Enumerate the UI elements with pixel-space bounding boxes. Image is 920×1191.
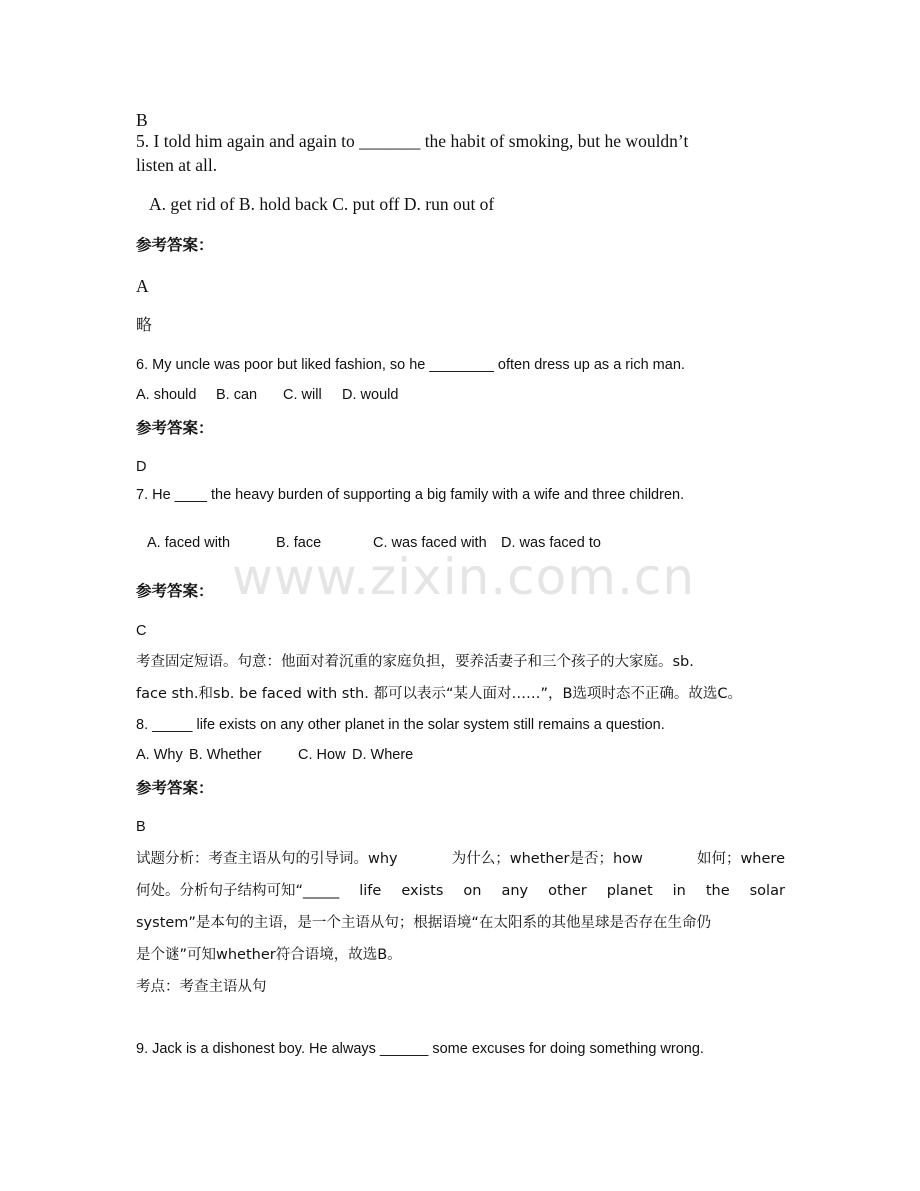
q8-exp2-word: planet: [606, 883, 653, 899]
q8-exp2-word: 何处。分析句子结构可知“_____: [136, 883, 340, 899]
q7-explanation-line2: face sth.和sb. be faced with sth. 都可以表示“某人面对……”，B选项时态不正确。故选C。: [136, 686, 743, 702]
q6-option-b: B. can: [216, 387, 258, 403]
q7-explanation-line1: 考查固定短语。句意：他面对着沉重的家庭负担，要养活妻子和三个孩子的大家庭。sb.: [136, 654, 694, 670]
q8-exp1-word: 为什么；whether是否；how: [451, 851, 643, 867]
q5-answer: A: [136, 276, 149, 296]
q7-stem: 7. He ____ the heavy burden of supporting a big family with a wife and three children.: [136, 487, 685, 503]
watermark: www.zixin.com.cn: [232, 548, 696, 606]
q8-exp2-word: life: [359, 883, 382, 899]
q5-explanation: 略: [136, 315, 153, 334]
q8-explanation-line1: [136, 849, 785, 869]
q8-exp2-word: exists: [401, 883, 444, 899]
q4-answer-tail: B: [136, 110, 148, 130]
q7-option-c: C. was faced with: [373, 535, 487, 551]
q8-exp1-word: 试题分析：考查主语从句的引导词。why: [136, 851, 398, 867]
q8-exp2-word: on: [463, 883, 482, 899]
q6-answer: D: [136, 459, 147, 475]
q8-option-c: C. How: [298, 747, 346, 763]
q8-stem: 8. _____ life exists on any other planet in the solar system still remains a question.: [136, 717, 665, 733]
q8-option-a: A. Why: [136, 747, 183, 763]
q6-options: [136, 385, 398, 405]
q8-exp2-word: the: [705, 883, 730, 899]
q8-explanation-line2: [136, 881, 785, 901]
q8-answer-label: 参考答案：: [136, 779, 214, 797]
q5-options: A. get rid of B. hold back C. put off D. run out of: [149, 194, 495, 214]
q8-exp2-word: other: [548, 883, 587, 899]
q8-options: [136, 745, 413, 765]
q6-answer-label: 参考答案：: [136, 419, 214, 437]
q5-stem-line2: listen at all.: [136, 155, 218, 175]
q7-answer-label: 参考答案：: [136, 582, 214, 600]
q7-answer: C: [136, 623, 147, 639]
q5-stem-line1: 5. I told him again and again to _______ the habit of smoking, but he wouldn’t: [136, 131, 689, 151]
q6-option-a: A. should: [136, 387, 197, 403]
q8-option-b: B. Whether: [189, 747, 262, 763]
q7-option-d: D. was faced to: [501, 535, 601, 551]
q8-answer: B: [136, 819, 146, 835]
q8-exp1-word: 如何；where: [696, 851, 785, 867]
q7-option-b: B. face: [276, 535, 322, 551]
q8-exp2-word: in: [672, 883, 686, 899]
q6-option-d: D. would: [342, 387, 399, 403]
q8-exp2-word: any: [501, 883, 529, 899]
q6-option-c: C. will: [283, 387, 322, 403]
q5-answer-label: 参考答案：: [136, 236, 214, 254]
q7-option-a: A. faced with: [147, 535, 231, 551]
q9-stem: 9. Jack is a dishonest boy. He always ______ some excuses for doing something wrong.: [136, 1041, 704, 1057]
q6-stem: 6. My uncle was poor but liked fashion, so he ________ often dress up as a rich man.: [136, 357, 685, 373]
q8-point: 考点：考查主语从句: [136, 979, 267, 995]
q8-option-d: D. Where: [352, 747, 414, 763]
q8-exp2-word: solar: [749, 883, 785, 899]
q8-explanation-line3: system”是本句的主语，是一个主语从句；根据语境“在太阳系的其他星球是否存在生命仍: [136, 915, 711, 931]
q8-explanation-line4: 是个谜”可知whether符合语境，故选B。: [136, 947, 402, 963]
